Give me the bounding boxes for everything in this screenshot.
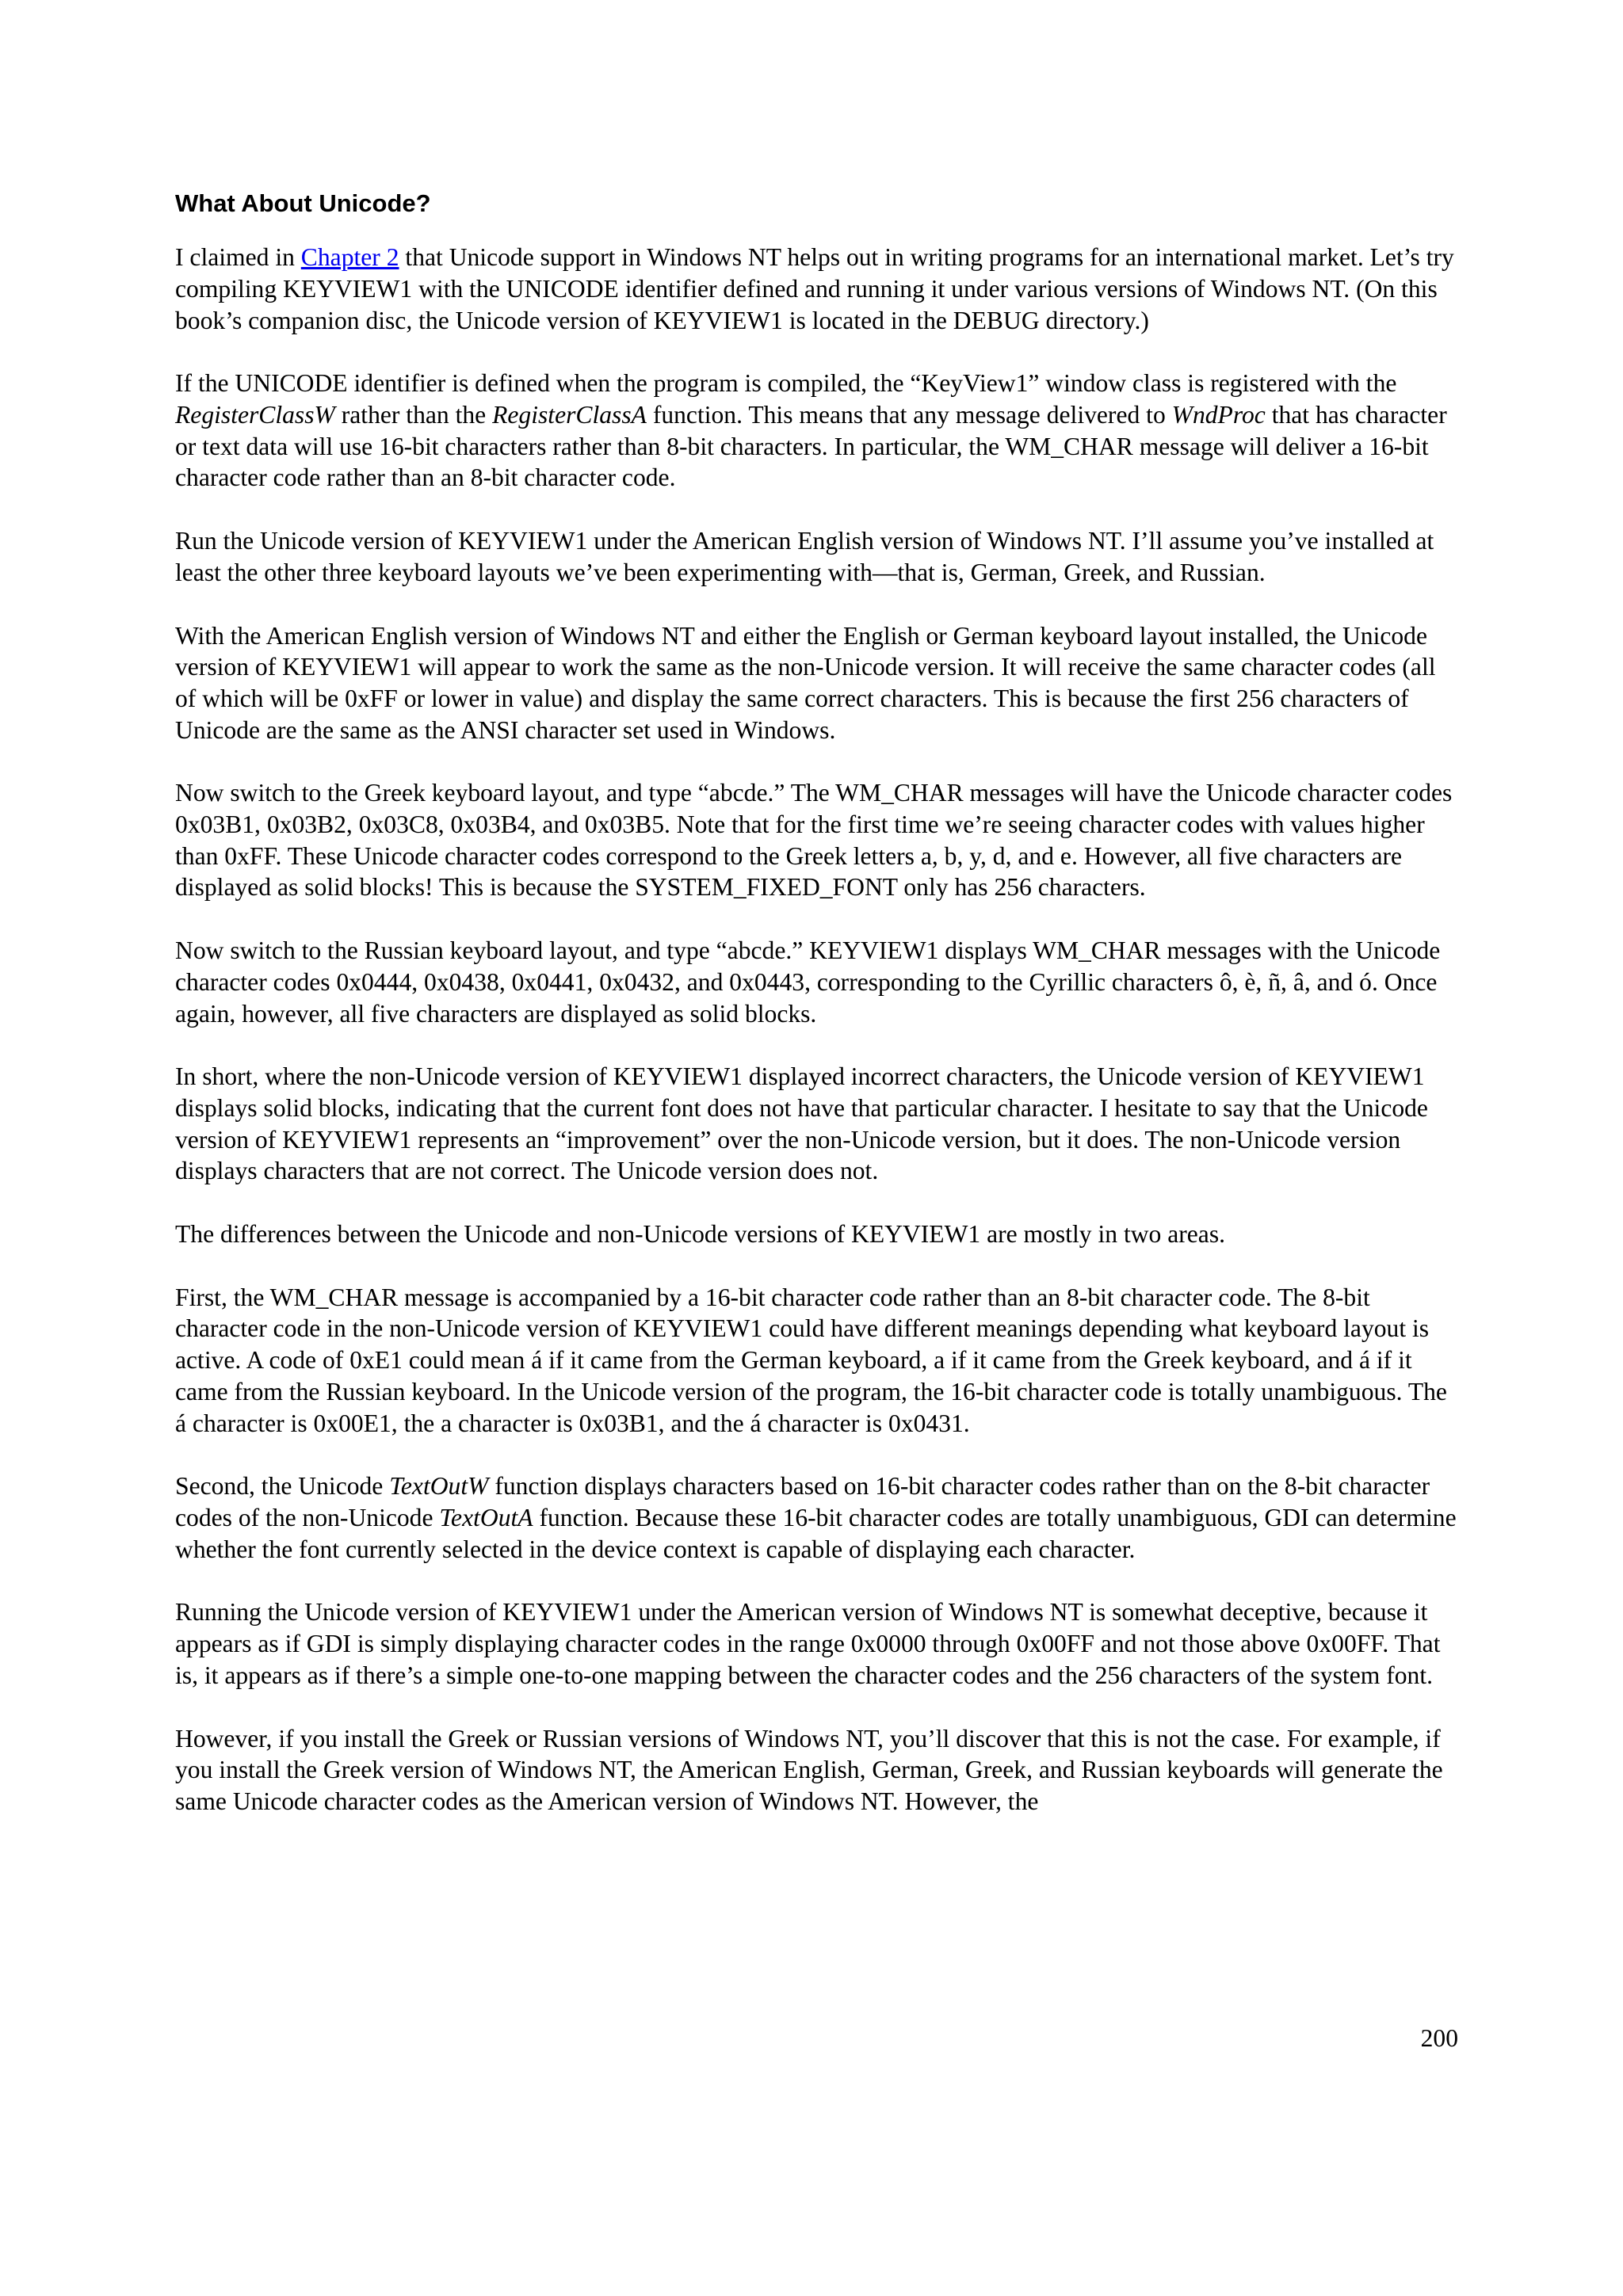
paragraph-1 xyxy=(175,242,1459,336)
paragraph-7: In short, where the non-Unicode version of KEYVIEW1 displayed incorrect characters, the Unicode version of KEYVIEW1 displays solid blocks, indicating that the current font does not have that particular character. I hesitate to say that the Unicode version of KEYVIEW1 represents an “improvement” over the non-Unicode version, but it does. The non-Unicode version displays characters that are not correct. The Unicode version does not. xyxy=(175,1062,1428,1185)
register-classw-term: RegisterClassW xyxy=(175,401,335,429)
paragraph-10-text-c: function. Because these 16-bit character codes are totally unambiguous, GDI can determine whether the font currently selected in the device context is capable of displaying each character. xyxy=(175,1503,1457,1563)
paragraph-4: With the American English version of Windows NT and either the English or German keyboard layout installed, the Unicode version of KEYVIEW1 will appear to work the same as the non-Unicode version. It will receive the same character codes (all of which will be 0xFF or lower in value) and display the same correct characters. This is because the first 256 characters of Unicode are the same as the ANSI character set used in Windows. xyxy=(175,621,1436,744)
paragraph-3: Run the Unicode version of KEYVIEW1 under the American English version of Windows NT. I’ll assume you’ve installed at least the other three keyboard layouts we’ve been experimenting with—that is, German, Greek, and Russian. xyxy=(175,527,1434,586)
paragraph-10 xyxy=(175,1470,1459,1565)
paragraph-10-text-a: Second, the Unicode xyxy=(175,1472,390,1501)
wndproc-term: WndProc xyxy=(1171,401,1266,429)
paragraph-1-text-b: that Unicode support in Windows NT helps out in writing programs for an international market. Let’s try compiling KEYVIEW1 with the UNICODE identifier defined and running it under various versions of Windows NT. (On this book’s companion disc, the Unicode version of KEYVIEW1 is located in the DEBUG directory.) xyxy=(175,243,1454,334)
chapter-2-link[interactable]: Chapter 2 xyxy=(300,243,399,272)
textoutw-term: TextOutW xyxy=(389,1472,489,1501)
register-classa-term: RegisterClassA xyxy=(492,401,647,429)
paragraph-2 xyxy=(175,368,1459,494)
paragraph-9: First, the WM_CHAR message is accompanied by a 16-bit character code rather than an 8-bit character code. The 8-bit character code in the non-Unicode version of KEYVIEW1 could have different meanings depending what keyboard layout is active. A code of 0xE1 could mean á if it came from the German keyboard, a if it came from the Greek keyboard, and á if it came from the Russian keyboard. In the Unicode version of the program, the 16-bit character code is totally unambiguous. The á character is 0x00E1, the a character is 0x03B1, and the á character is 0x0431. xyxy=(175,1283,1447,1437)
paragraph-1-text-a: I claimed in xyxy=(175,243,301,272)
page-number: 200 xyxy=(1420,2024,1458,2052)
paragraph-10-text-b: function displays characters based on 16-bit character codes rather than on the 8-bit character codes of the non-Unicode xyxy=(175,1472,1430,1531)
section-heading: What About Unicode? xyxy=(175,189,431,217)
paragraph-12: However, if you install the Greek or Russian versions of Windows NT, you’ll discover that this is not the case. For example, if you install the Greek version of Windows NT, the American English, German, Greek, and Russian keyboards will generate the same Unicode character codes as the American version of Windows NT. However, the xyxy=(175,1724,1443,1815)
paragraph-2-text-b: rather than the xyxy=(334,401,493,429)
paragraph-11: Running the Unicode version of KEYVIEW1 under the American version of Windows NT is somewhat deceptive, because it appears as if GDI is simply displaying character codes in the range 0x0000 through 0x00FF and not those above 0x00FF. That is, it appears as if there’s a simple one-to-one mapping between the character codes and the 256 characters of the system font. xyxy=(175,1598,1441,1689)
page-content xyxy=(175,189,1459,1817)
textouta-term: TextOutA xyxy=(439,1503,533,1531)
paragraph-5: Now switch to the Greek keyboard layout, and type “abcde.” The WM_CHAR messages will have the Unicode character codes 0x03B1, 0x03B2, 0x03C8, 0x03B4, and 0x03B5. Note that for the first time we’re seeing character codes with values higher than 0xFF. These Unicode character codes correspond to the Greek letters a, b, y, d, and e. However, all five characters are displayed as solid blocks! This is because the SYSTEM_FIXED_FONT only has 256 characters. xyxy=(175,779,1453,902)
paragraph-6: Now switch to the Russian keyboard layout, and type “abcde.” KEYVIEW1 displays WM_CHAR messages with the Unicode character codes 0x0444, 0x0438, 0x0441, 0x0432, and 0x0443, corresponding to the Cyrillic characters ô, è, ñ, â, and ó. Once again, however, all five characters are displayed as solid blocks. xyxy=(175,936,1441,1028)
paragraph-2-text-c: function. This means that any message delivered to xyxy=(646,401,1172,429)
paragraph-2-text-a: If the UNICODE identifier is defined when the program is compiled, the “KeyView1” window class is registered with the xyxy=(175,369,1397,398)
paragraph-8: The differences between the Unicode and non-Unicode versions of KEYVIEW1 are mostly in two areas. xyxy=(175,1220,1226,1249)
paragraph-2-text-d: that has character or text data will use 16-bit characters rather than 8-bit characters. In particular, the WM_CHAR message will deliver a 16-bit character code rather than an 8-bit character code. xyxy=(175,401,1447,492)
